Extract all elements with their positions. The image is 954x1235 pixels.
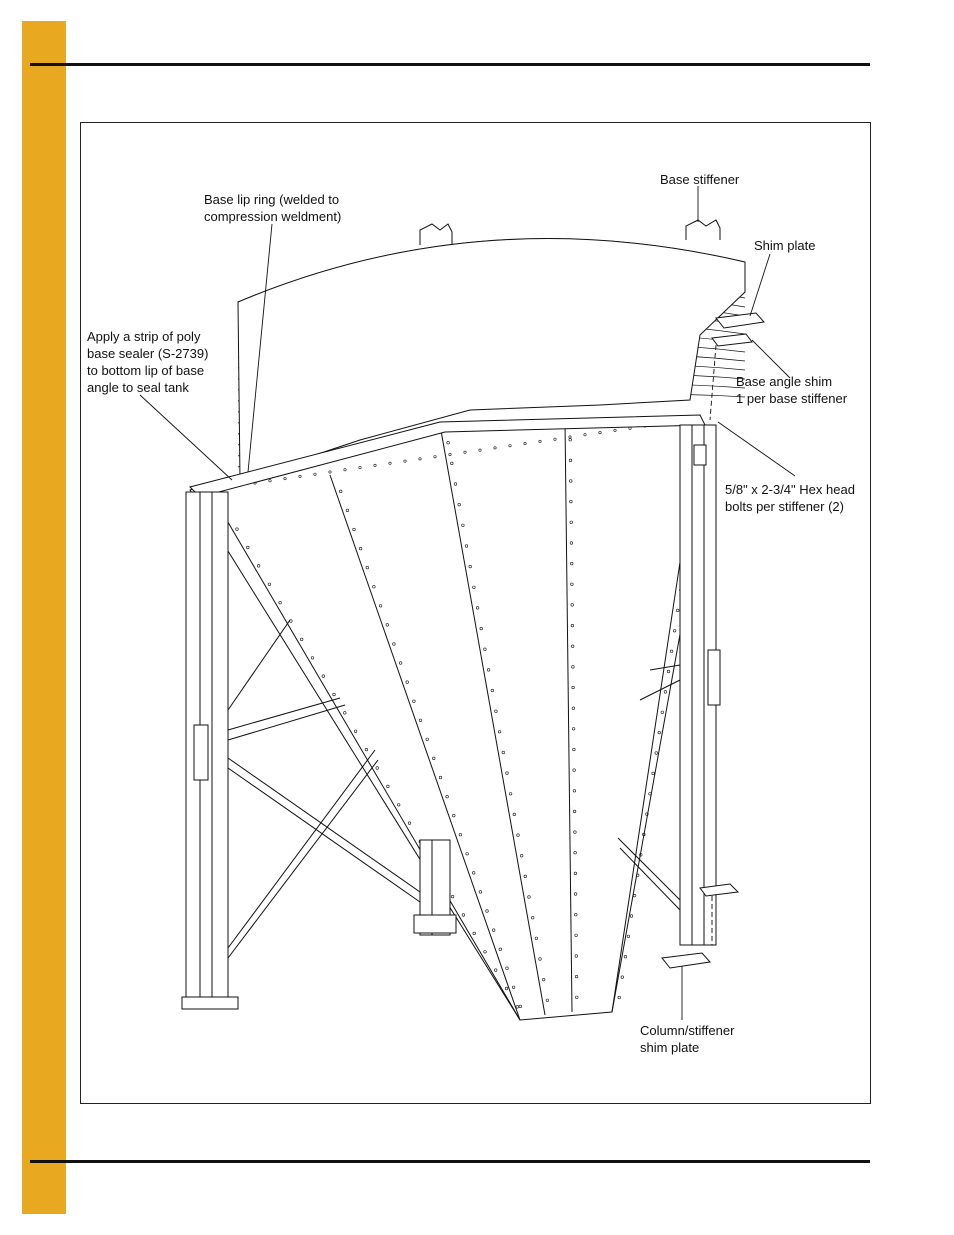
label-base-stiffener: Base stiffener [660, 172, 740, 187]
rivet [621, 976, 624, 979]
label-base-lip-ring: Base lip ring (welded to compression weldment) [204, 192, 342, 224]
left-column [182, 492, 238, 1009]
label-hex-head-bolts: 5/8" x 2-3/4" Hex head bolts per stiffener (2) [725, 482, 855, 514]
top-stub-left [420, 224, 452, 245]
rivet [633, 894, 636, 897]
label-base-angle-shim: Base angle shim 1 per base stiffener [736, 374, 848, 406]
column-shim-lower [662, 953, 710, 968]
rivet [618, 996, 621, 999]
back-column [414, 840, 456, 935]
right-column [680, 425, 720, 945]
shim-plate-top [716, 313, 764, 328]
rivet [627, 935, 630, 938]
rivet [630, 915, 633, 918]
base-angle-shim-drawing [712, 334, 752, 346]
label-poly-base-sealer: Apply a strip of poly base sealer (S-2739) to bottom lip of base angle to seal tank [87, 329, 209, 395]
label-shim-plate: Shim plate [754, 238, 816, 253]
base-stiffener-stub [686, 220, 720, 240]
label-column-stiffener-shim: Column/stiffener shim plate [640, 1023, 735, 1055]
rivet [624, 955, 627, 958]
